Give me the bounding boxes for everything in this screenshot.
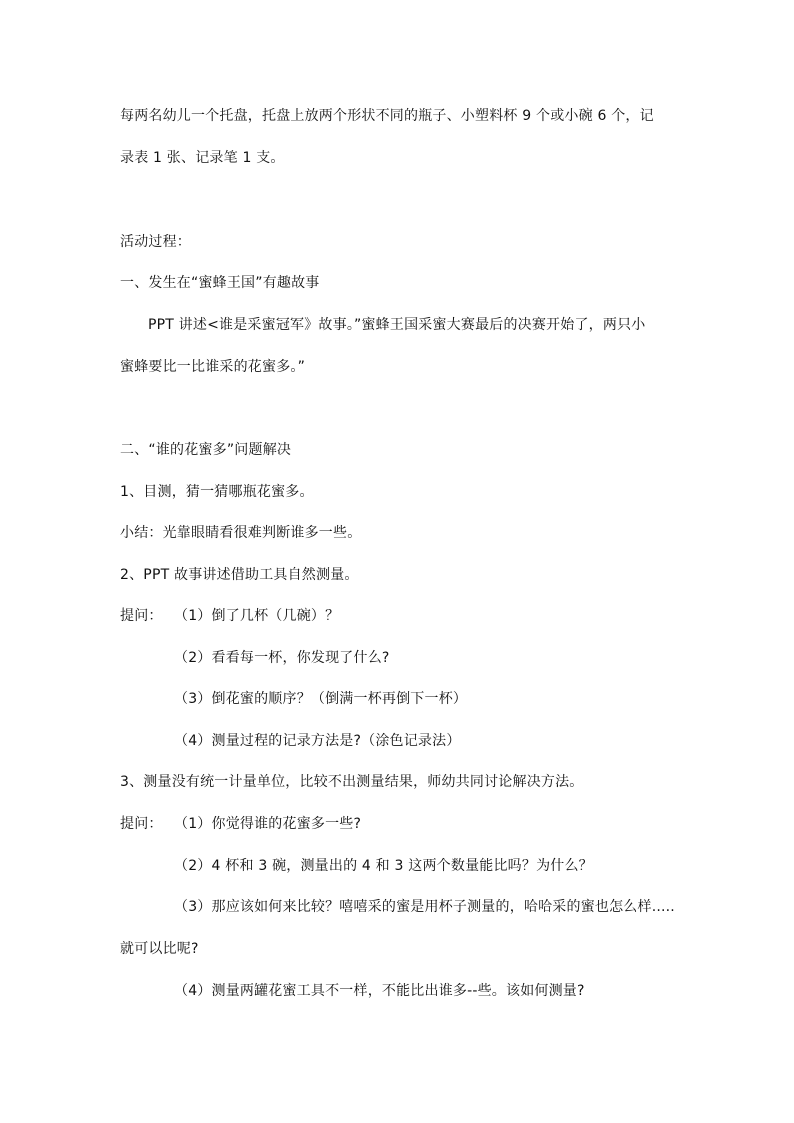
step-2: 2、PPT 故事讲述借助工具自然测量。 [120, 567, 359, 583]
question-label-1: 提问： [120, 608, 163, 624]
materials-line-2: 录表 1 张、记录笔 1 支。 [120, 150, 285, 166]
process-heading: 活动过程： [120, 234, 191, 250]
section-2-title: 二、“谁的花蜜多”问题解决 [120, 442, 292, 458]
question-2-4: （4）测量过程的记录方法是?（涂色记录法） [174, 733, 461, 749]
question-label-2: 提问： [120, 816, 163, 832]
section-1-title: 一、发生在“蜜蜂王国”有趣故事 [120, 275, 320, 291]
summary: 小结：光靠眼睛看很难判断谁多一些。 [120, 525, 362, 541]
question-3-3-continued: 就可以比呢? [120, 941, 199, 957]
question-3-2: （2）4 杯和 3 碗，测量出的 4 和 3 这两个数量能比吗？为什么？ [174, 858, 593, 874]
question-2-1: （1）倒了几杯（几碗）？ [174, 608, 340, 624]
step-3: 3、测量没有统一计量单位，比较不出测量结果，师幼共同讨论解决方法。 [120, 774, 584, 790]
section-1-body-line-1: PPT 讲述<谁是采蜜冠军》故事。”蜜蜂王国采蜜大赛最后的决赛开始了，两只小 [148, 317, 646, 333]
materials-line-1: 每两名幼儿一个托盘，托盘上放两个形状不同的瓶子、小塑料杯 9 个或小碗 6 个，记 [120, 108, 654, 124]
section-1-body-line-2: 蜜蜂要比一比谁采的花蜜多。” [120, 359, 306, 375]
question-3-3: （3）那应该如何来比较？嘻嘻采的蜜是用杯子测量的，哈哈采的蜜也怎么样..... [174, 899, 675, 915]
step-1: 1、目测，猜一猜哪瓶花蜜多。 [120, 484, 314, 500]
question-3-1: （1）你觉得谁的花蜜多一些? [174, 816, 362, 832]
question-2-3: （3）倒花蜜的顺序？（倒满一杯再倒下一杯） [174, 691, 468, 707]
question-2-2: （2）看看每一杯，你发现了什么? [174, 650, 390, 666]
question-3-4: （4）测量两罐花蜜工具不一样，不能比出谁多--些。该如何测量? [174, 983, 585, 999]
